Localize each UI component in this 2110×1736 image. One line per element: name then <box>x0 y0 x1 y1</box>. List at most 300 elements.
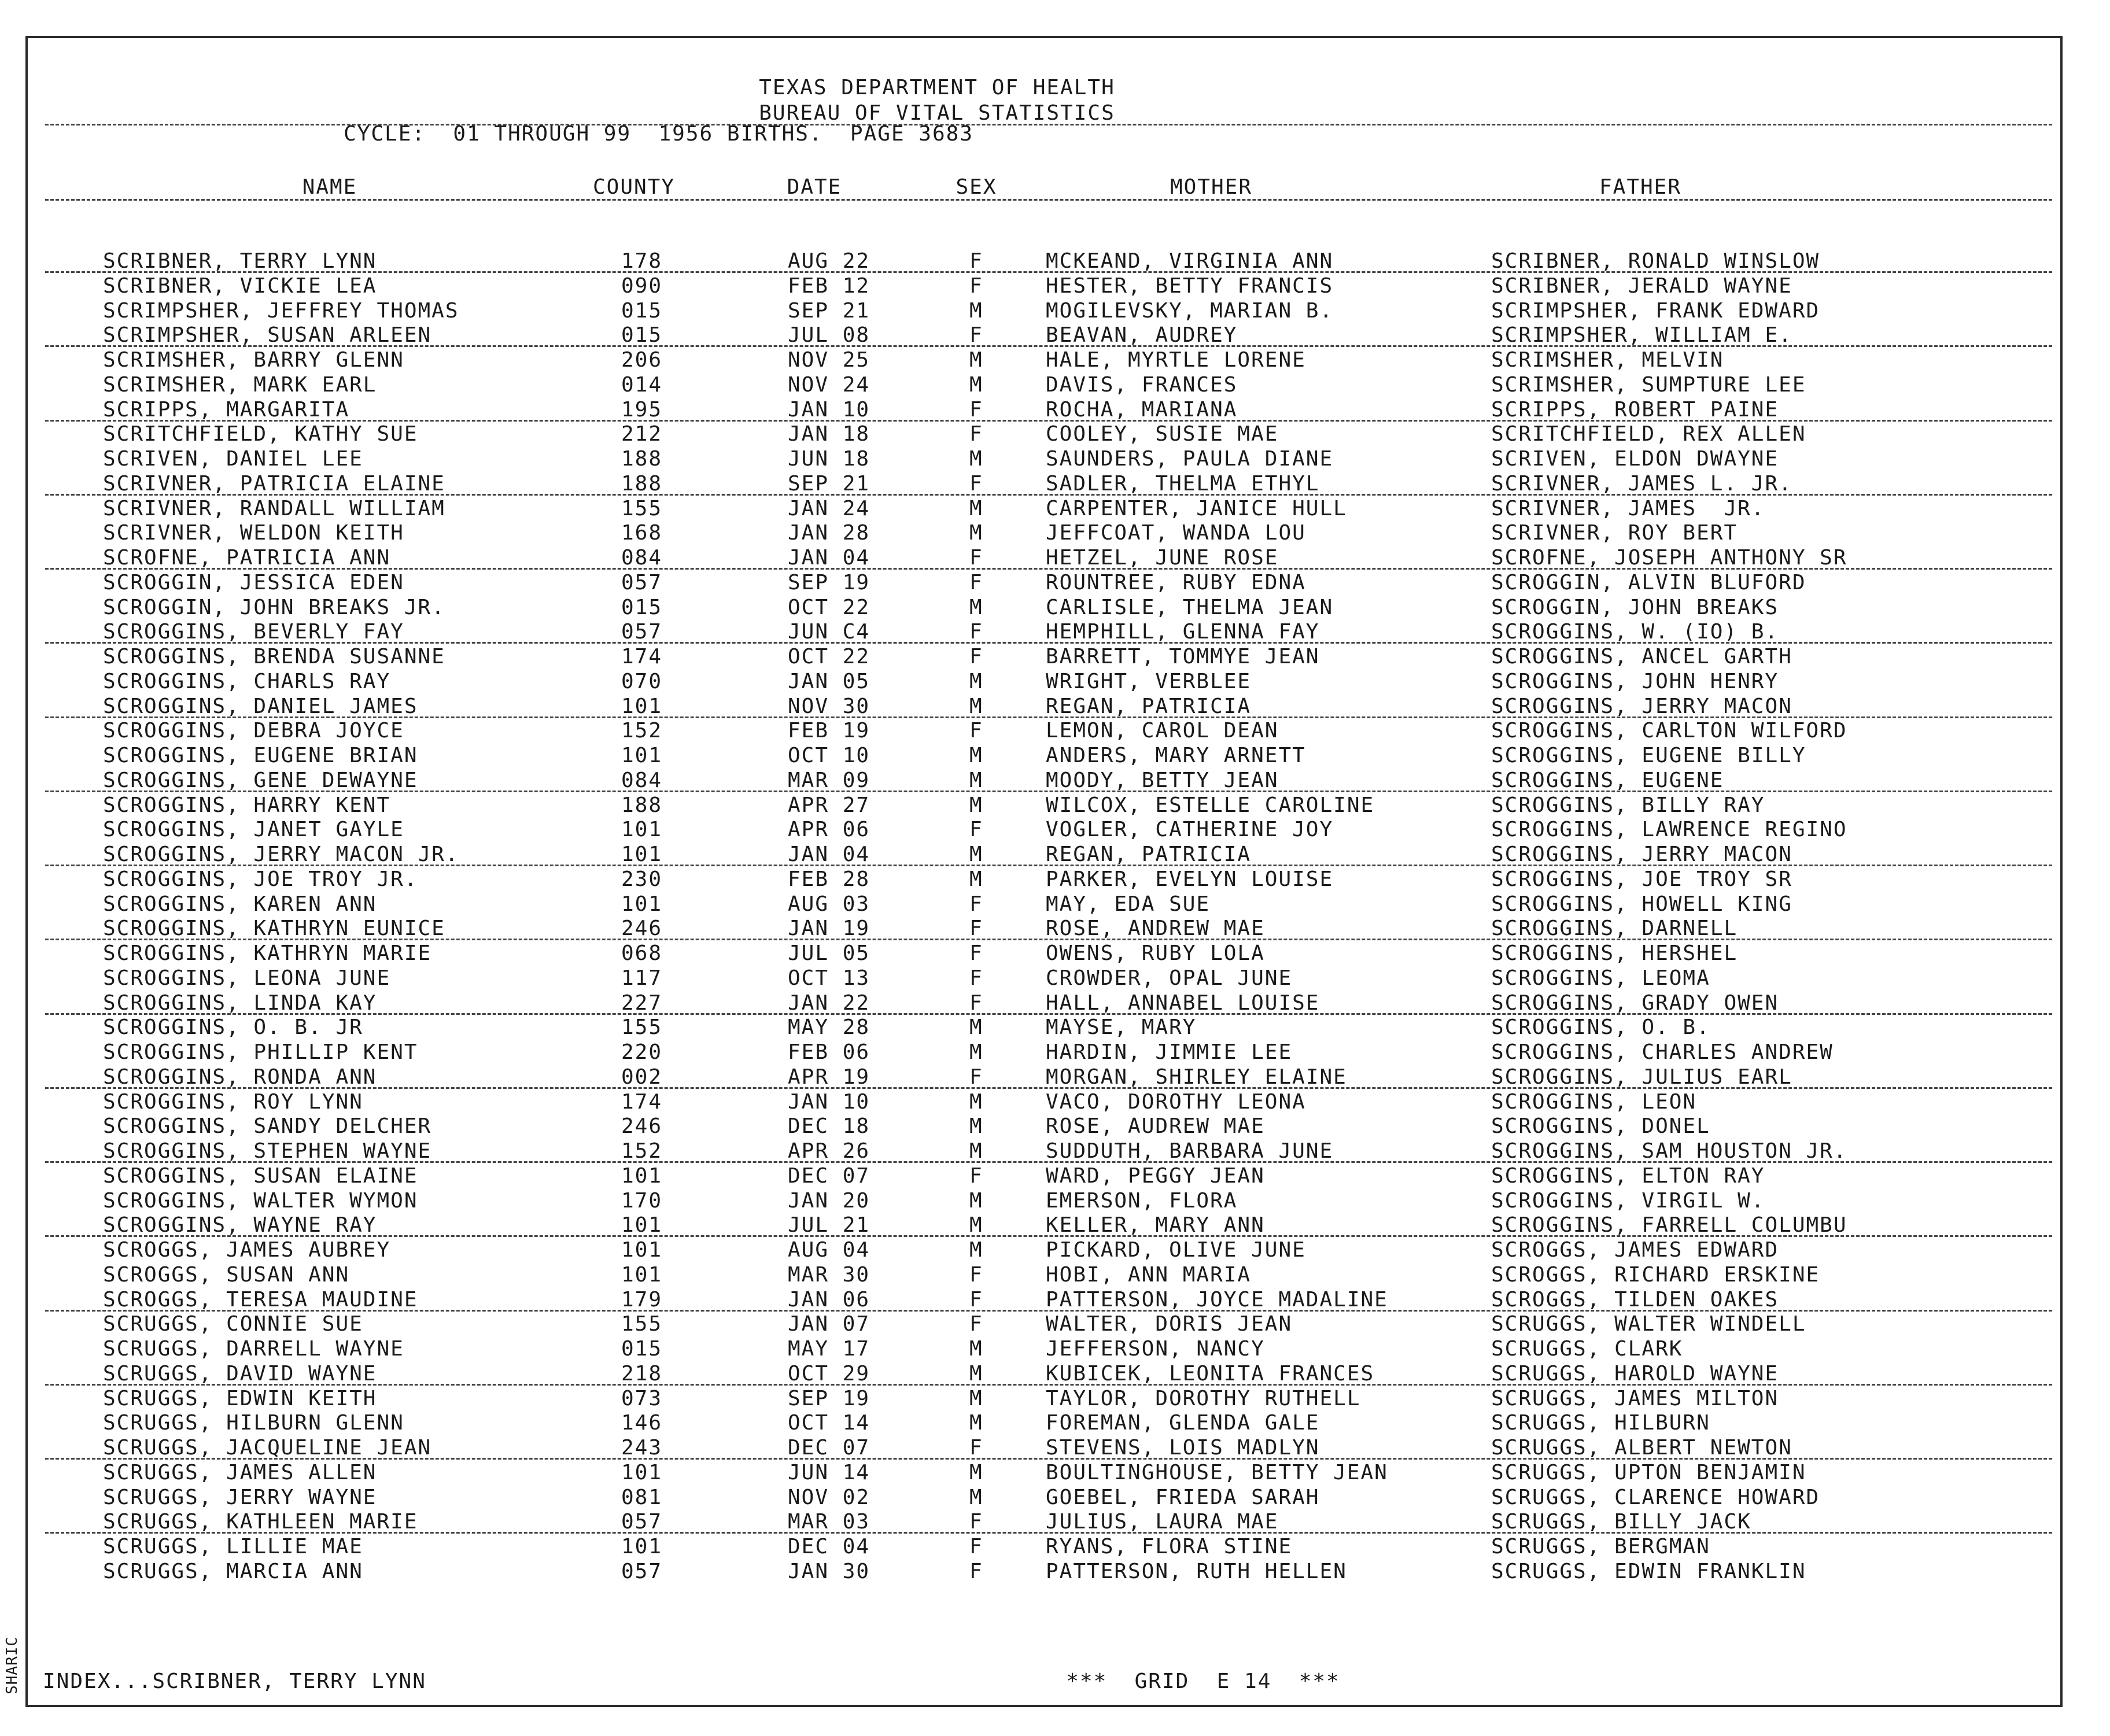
row-name: SCROGGINS, JOE TROY JR. <box>103 867 418 891</box>
row-date: JAN 10 <box>788 1090 870 1114</box>
row-mother: KUBICEK, LEONITA FRANCES <box>1046 1362 1375 1386</box>
row-date: JAN 06 <box>788 1288 870 1312</box>
row-father: SCRUGGS, UPTON BENJAMIN <box>1491 1461 1806 1484</box>
row-father: SCRIMSHER, SUMPTURE LEE <box>1491 373 1806 397</box>
row-mother: ROSE, AUDREW MAE <box>1046 1114 1265 1138</box>
row-mother: HOBI, ANN MARIA <box>1046 1263 1252 1287</box>
row-date: AUG 04 <box>788 1238 870 1262</box>
row-county: 073 <box>621 1387 663 1410</box>
row-date: JAN 07 <box>788 1312 870 1336</box>
row-county: 057 <box>621 620 663 644</box>
row-rule <box>45 939 2052 940</box>
row-name: SCROGGINS, PHILLIP KENT <box>103 1040 418 1064</box>
row-date: JUN C4 <box>788 620 870 644</box>
row-name: SCRIMSHER, BARRY GLENN <box>103 348 404 372</box>
row-date: FEB 06 <box>788 1040 870 1064</box>
row-rule <box>45 642 2052 644</box>
row-county: 220 <box>621 1040 663 1064</box>
row-name: SCRUGGS, MARCIA ANN <box>103 1560 363 1583</box>
row-sex: F <box>969 1263 983 1287</box>
row-name: SCROGGS, JAMES AUBREY <box>103 1238 391 1262</box>
row-date: DEC 04 <box>788 1535 870 1558</box>
row-name: SCRUGGS, EDWIN KEITH <box>103 1387 377 1410</box>
row-father: SCRUGGS, EDWIN FRANKLIN <box>1491 1560 1806 1583</box>
col-header-county: COUNTY <box>592 175 676 199</box>
row-date: NOV 02 <box>788 1486 870 1509</box>
row-father: SCROGGINS, JOE TROY SR <box>1491 867 1792 891</box>
row-name: SCRIMPSHER, SUSAN ARLEEN <box>103 323 432 347</box>
row-sex: M <box>969 1461 983 1484</box>
row-county: 015 <box>621 299 663 323</box>
row-name: SCRUGGS, DARRELL WAYNE <box>103 1337 404 1361</box>
row-sex: M <box>969 1362 983 1386</box>
row-date: APR 27 <box>788 793 870 817</box>
row-name: SCROGGINS, BEVERLY FAY <box>103 620 404 644</box>
row-sex: F <box>969 546 983 570</box>
row-county: 188 <box>621 793 663 817</box>
row-mother: MCKEAND, VIRGINIA ANN <box>1046 249 1334 273</box>
row-father: SCRUGGS, CLARK <box>1491 1337 1683 1361</box>
row-father: SCROGGINS, FARRELL COLUMBU <box>1491 1213 1847 1237</box>
row-name: SCRIMSHER, MARK EARL <box>103 373 377 397</box>
row-sex: F <box>969 645 983 668</box>
row-father: SCROGGINS, SAM HOUSTON JR. <box>1491 1139 1847 1163</box>
row-date: JAN 10 <box>788 398 870 422</box>
row-name: SCROGGINS, SUSAN ELAINE <box>103 1164 418 1188</box>
row-date: MAR 09 <box>788 769 870 792</box>
row-name: SCROGGINS, EUGENE BRIAN <box>103 744 418 767</box>
row-county: 068 <box>621 941 663 965</box>
row-rule <box>45 1532 2052 1534</box>
row-father: SCROGGINS, JOHN HENRY <box>1491 670 1779 693</box>
row-date: APR 06 <box>788 818 870 841</box>
row-mother: OWENS, RUBY LOLA <box>1046 941 1265 965</box>
row-father: SCROGGINS, JULIUS EARL <box>1491 1065 1792 1089</box>
row-date: JAN 04 <box>788 843 870 866</box>
row-date: AUG 03 <box>788 892 870 916</box>
row-father: SCROGGINS, DONEL <box>1491 1114 1710 1138</box>
row-mother: VACO, DOROTHY LEONA <box>1046 1090 1306 1114</box>
row-father: SCRUGGS, BERGMAN <box>1491 1535 1710 1558</box>
row-mother: JULIUS, LAURA MAE <box>1046 1510 1279 1534</box>
side-label: SHARIC <box>3 1637 21 1694</box>
row-date: OCT 22 <box>788 596 870 619</box>
row-mother: BOULTINGHOUSE, BETTY JEAN <box>1046 1461 1388 1484</box>
row-father: SCRIPPS, ROBERT PAINE <box>1491 398 1779 422</box>
row-county: 168 <box>621 521 663 545</box>
row-date: DEC 18 <box>788 1114 870 1138</box>
row-sex: M <box>969 596 983 619</box>
row-mother: MORGAN, SHIRLEY ELAINE <box>1046 1065 1347 1089</box>
row-sex: M <box>969 1090 983 1114</box>
row-name: SCRUGGS, JAMES ALLEN <box>103 1461 377 1484</box>
row-name: SCRUGGS, HILBURN GLENN <box>103 1411 404 1435</box>
row-sex: M <box>969 447 983 471</box>
row-name: SCRIVNER, RANDALL WILLIAM <box>103 497 445 520</box>
row-name: SCROGGINS, KATHRYN MARIE <box>103 941 432 965</box>
row-date: JAN 04 <box>788 546 870 570</box>
row-date: MAR 30 <box>788 1263 870 1287</box>
row-sex: F <box>969 941 983 965</box>
row-date: JAN 28 <box>788 521 870 545</box>
row-sex: M <box>969 1189 983 1213</box>
row-mother: REGAN, PATRICIA <box>1046 843 1252 866</box>
row-name: SCROGGINS, WALTER WYMON <box>103 1189 418 1213</box>
row-county: 101 <box>621 1213 663 1237</box>
row-date: JAN 22 <box>788 991 870 1015</box>
row-county: 178 <box>621 249 663 273</box>
row-mother: DAVIS, FRANCES <box>1046 373 1238 397</box>
row-date: OCT 29 <box>788 1362 870 1386</box>
row-sex: F <box>969 1288 983 1312</box>
row-name: SCROGGINS, LINDA KAY <box>103 991 377 1015</box>
row-father: SCRUGGS, ALBERT NEWTON <box>1491 1436 1792 1460</box>
row-mother: PATTERSON, RUTH HELLEN <box>1046 1560 1347 1583</box>
row-county: 101 <box>621 1535 663 1558</box>
row-sex: M <box>969 1213 983 1237</box>
row-sex: M <box>969 769 983 792</box>
row-sex: M <box>969 1337 983 1361</box>
row-mother: BARRETT, TOMMYE JEAN <box>1046 645 1320 668</box>
row-father: SCROGGINS, W. (IO) B. <box>1491 620 1779 644</box>
row-rule <box>45 1013 2052 1015</box>
row-county: 101 <box>621 818 663 841</box>
row-date: APR 19 <box>788 1065 870 1089</box>
row-name: SCROGGINS, KAREN ANN <box>103 892 377 916</box>
row-county: 227 <box>621 991 663 1015</box>
row-date: DEC 07 <box>788 1436 870 1460</box>
row-rule <box>45 1161 2052 1163</box>
row-county: 188 <box>621 472 663 496</box>
row-date: JUL 05 <box>788 941 870 965</box>
row-date: JAN 05 <box>788 670 870 693</box>
row-county: 101 <box>621 1263 663 1287</box>
row-sex: M <box>969 1486 983 1509</box>
row-mother: HETZEL, JUNE ROSE <box>1046 546 1279 570</box>
row-mother: HALL, ANNABEL LOUISE <box>1046 991 1320 1015</box>
row-rule <box>45 420 2052 422</box>
row-sex: M <box>969 695 983 718</box>
column-header-rule <box>45 199 2052 201</box>
row-sex: M <box>969 1238 983 1262</box>
row-name: SCROGGINS, LEONA JUNE <box>103 966 391 990</box>
row-father: SCROGGINS, ANCEL GARTH <box>1491 645 1792 668</box>
row-sex: F <box>969 620 983 644</box>
row-mother: LEMON, CAROL DEAN <box>1046 719 1279 743</box>
row-sex: F <box>969 472 983 496</box>
row-date: NOV 24 <box>788 373 870 397</box>
row-county: 155 <box>621 1015 663 1039</box>
row-county: 117 <box>621 966 663 990</box>
row-name: SCRITCHFIELD, KATHY SUE <box>103 422 418 446</box>
row-father: SCROGGINS, EUGENE <box>1491 769 1724 792</box>
row-sex: M <box>969 299 983 323</box>
row-county: 206 <box>621 348 663 372</box>
row-county: 146 <box>621 1411 663 1435</box>
row-father: SCRIBNER, RONALD WINSLOW <box>1491 249 1820 273</box>
row-county: 101 <box>621 1238 663 1262</box>
row-sex: M <box>969 744 983 767</box>
row-name: SCRIVEN, DANIEL LEE <box>103 447 363 471</box>
row-name: SCRIMPSHER, JEFFREY THOMAS <box>103 299 459 323</box>
row-father: SCROGGINS, HERSHEL <box>1491 941 1738 965</box>
row-county: 101 <box>621 892 663 916</box>
row-name: SCRUGGS, DAVID WAYNE <box>103 1362 377 1386</box>
row-date: JAN 20 <box>788 1189 870 1213</box>
row-sex: M <box>969 670 983 693</box>
row-mother: HESTER, BETTY FRANCIS <box>1046 274 1334 298</box>
row-father: SCROGGINS, CHARLES ANDREW <box>1491 1040 1834 1064</box>
row-father: SCRUGGS, HAROLD WAYNE <box>1491 1362 1779 1386</box>
row-date: JUN 14 <box>788 1461 870 1484</box>
row-father: SCROGGS, TILDEN OAKES <box>1491 1288 1779 1312</box>
row-mother: GOEBEL, FRIEDA SARAH <box>1046 1486 1320 1509</box>
row-name: SCROGGINS, SANDY DELCHER <box>103 1114 432 1138</box>
row-county: 152 <box>621 719 663 743</box>
row-mother: ROCHA, MARIANA <box>1046 398 1238 422</box>
row-date: SEP 21 <box>788 472 870 496</box>
row-mother: CARPENTER, JANICE HULL <box>1046 497 1347 520</box>
row-sex: F <box>969 818 983 841</box>
row-father: SCRIBNER, JERALD WAYNE <box>1491 274 1792 298</box>
row-county: 179 <box>621 1288 663 1312</box>
row-mother: RYANS, FLORA STINE <box>1046 1535 1293 1558</box>
row-date: FEB 19 <box>788 719 870 743</box>
row-mother: JEFFCOAT, WANDA LOU <box>1046 521 1306 545</box>
row-name: SCROGGINS, GENE DEWAYNE <box>103 769 418 792</box>
row-county: 243 <box>621 1436 663 1460</box>
row-name: SCROGGINS, BRENDA SUSANNE <box>103 645 445 668</box>
row-sex: M <box>969 373 983 397</box>
row-mother: REGAN, PATRICIA <box>1046 695 1252 718</box>
row-sex: F <box>969 1535 983 1558</box>
row-rule <box>45 568 2052 570</box>
row-name: SCROGGINS, O. B. JR <box>103 1015 363 1039</box>
row-rule <box>45 716 2052 718</box>
row-father: SCROGGINS, JERRY MACON <box>1491 695 1792 718</box>
row-county: 015 <box>621 323 663 347</box>
row-sex: F <box>969 1510 983 1534</box>
row-father: SCRIMPSHER, WILLIAM E. <box>1491 323 1792 347</box>
row-name: SCRIBNER, TERRY LYNN <box>103 249 377 273</box>
row-name: SCROGGINS, RONDA ANN <box>103 1065 377 1089</box>
row-mother: SADLER, THELMA ETHYL <box>1046 472 1320 496</box>
row-sex: M <box>969 793 983 817</box>
row-county: 057 <box>621 1510 663 1534</box>
row-county: 155 <box>621 1312 663 1336</box>
row-mother: SAUNDERS, PAULA DIANE <box>1046 447 1334 471</box>
row-father: SCROGGINS, EUGENE BILLY <box>1491 744 1806 767</box>
row-mother: PATTERSON, JOYCE MADALINE <box>1046 1288 1388 1312</box>
row-sex: F <box>969 249 983 273</box>
row-father: SCROGGINS, HOWELL KING <box>1491 892 1792 916</box>
row-date: SEP 19 <box>788 1387 870 1410</box>
row-county: 101 <box>621 1461 663 1484</box>
row-mother: CARLISLE, THELMA JEAN <box>1046 596 1334 619</box>
row-mother: PARKER, EVELYN LOUISE <box>1046 867 1334 891</box>
row-name: SCRIPPS, MARGARITA <box>103 398 350 422</box>
row-county: 170 <box>621 1189 663 1213</box>
row-father: SCROGGINS, O. B. <box>1491 1015 1710 1039</box>
row-sex: M <box>969 1411 983 1435</box>
row-county: 014 <box>621 373 663 397</box>
cycle-line: CYCLE: 01 THROUGH 99 1956 BIRTHS. PAGE 3683 <box>344 122 973 146</box>
row-sex: F <box>969 323 983 347</box>
row-mother: CROWDER, OPAL JUNE <box>1046 966 1293 990</box>
row-mother: EMERSON, FLORA <box>1046 1189 1238 1213</box>
row-rule <box>45 494 2052 496</box>
col-header-date: DATE <box>787 175 842 199</box>
row-date: NOV 25 <box>788 348 870 372</box>
row-mother: WILCOX, ESTELLE CAROLINE <box>1046 793 1375 817</box>
row-name: SCRUGGS, CONNIE SUE <box>103 1312 363 1336</box>
row-county: 174 <box>621 645 663 668</box>
row-mother: MAYSE, MARY <box>1046 1015 1197 1039</box>
row-father: SCRIMSHER, MELVIN <box>1491 348 1724 372</box>
row-sex: F <box>969 274 983 298</box>
row-father: SCROGGINS, LAWRENCE REGINO <box>1491 818 1847 841</box>
row-date: JUL 21 <box>788 1213 870 1237</box>
col-header-name: NAME <box>302 175 357 199</box>
row-date: AUG 22 <box>788 249 870 273</box>
row-name: SCROGGIN, JESSICA EDEN <box>103 571 404 594</box>
row-date: JAN 18 <box>788 422 870 446</box>
row-county: 081 <box>621 1486 663 1509</box>
row-sex: F <box>969 1065 983 1089</box>
row-sex: M <box>969 1040 983 1064</box>
row-rule <box>45 865 2052 866</box>
row-mother: HEMPHILL, GLENNA FAY <box>1046 620 1320 644</box>
row-rule <box>45 1310 2052 1312</box>
row-name: SCROGGINS, ROY LYNN <box>103 1090 363 1114</box>
row-mother: MAY, EDA SUE <box>1046 892 1211 916</box>
row-rule <box>45 345 2052 347</box>
row-date: SEP 19 <box>788 571 870 594</box>
row-father: SCROGGINS, LEOMA <box>1491 966 1710 990</box>
row-sex: M <box>969 1015 983 1039</box>
footer-grid: *** GRID E 14 *** <box>1066 1669 1340 1693</box>
row-date: JAN 30 <box>788 1560 870 1583</box>
row-name: SCRUGGS, LILLIE MAE <box>103 1535 363 1558</box>
row-father: SCRITCHFIELD, REX ALLEN <box>1491 422 1806 446</box>
row-name: SCROGGINS, STEPHEN WAYNE <box>103 1139 432 1163</box>
row-county: 155 <box>621 497 663 520</box>
row-mother: HARDIN, JIMMIE LEE <box>1046 1040 1293 1064</box>
row-date: FEB 28 <box>788 867 870 891</box>
row-date: SEP 21 <box>788 299 870 323</box>
row-county: 195 <box>621 398 663 422</box>
row-county: 015 <box>621 596 663 619</box>
row-name: SCRUGGS, KATHLEEN MARIE <box>103 1510 418 1534</box>
row-mother: SUDDUTH, BARBARA JUNE <box>1046 1139 1334 1163</box>
row-date: APR 26 <box>788 1139 870 1163</box>
row-county: 090 <box>621 274 663 298</box>
row-mother: STEVENS, LOIS MADLYN <box>1046 1436 1320 1460</box>
row-name: SCROGGINS, DEBRA JOYCE <box>103 719 404 743</box>
row-sex: F <box>969 966 983 990</box>
row-sex: M <box>969 1139 983 1163</box>
row-name: SCROGGINS, KATHRYN EUNICE <box>103 917 445 940</box>
row-date: JAN 19 <box>788 917 870 940</box>
row-name: SCRUGGS, JERRY WAYNE <box>103 1486 377 1509</box>
row-county: 230 <box>621 867 663 891</box>
row-father: SCRUGGS, CLARENCE HOWARD <box>1491 1486 1820 1509</box>
row-father: SCRIVNER, ROY BERT <box>1491 521 1738 545</box>
row-sex: F <box>969 1312 983 1336</box>
row-mother: FOREMAN, GLENDA GALE <box>1046 1411 1320 1435</box>
row-date: JUL 08 <box>788 323 870 347</box>
row-father: SCROGGINS, GRADY OWEN <box>1491 991 1779 1015</box>
row-county: 101 <box>621 744 663 767</box>
row-mother: WRIGHT, VERBLEE <box>1046 670 1252 693</box>
row-sex: F <box>969 719 983 743</box>
row-county: 152 <box>621 1139 663 1163</box>
row-father: SCROGGINS, JERRY MACON <box>1491 843 1792 866</box>
row-county: 101 <box>621 695 663 718</box>
row-name: SCRIVNER, WELDON KEITH <box>103 521 404 545</box>
row-father: SCRIVEN, ELDON DWAYNE <box>1491 447 1779 471</box>
row-mother: MOGILEVSKY, MARIAN B. <box>1046 299 1334 323</box>
row-rule <box>45 271 2052 273</box>
row-date: OCT 13 <box>788 966 870 990</box>
row-date: DEC 07 <box>788 1164 870 1188</box>
row-sex: M <box>969 843 983 866</box>
footer-index: INDEX...SCRIBNER, TERRY LYNN <box>43 1669 426 1693</box>
row-date: OCT 22 <box>788 645 870 668</box>
row-sex: F <box>969 917 983 940</box>
row-county: 188 <box>621 447 663 471</box>
row-county: 015 <box>621 1337 663 1361</box>
col-header-sex: SEX <box>956 175 997 199</box>
row-name: SCROGGINS, DANIEL JAMES <box>103 695 418 718</box>
row-mother: ROUNTREE, RUBY EDNA <box>1046 571 1306 594</box>
row-father: SCRUGGS, WALTER WINDELL <box>1491 1312 1806 1336</box>
row-county: 174 <box>621 1090 663 1114</box>
row-county: 084 <box>621 546 663 570</box>
row-county: 057 <box>621 571 663 594</box>
row-sex: F <box>969 892 983 916</box>
row-name: SCROFNE, PATRICIA ANN <box>103 546 391 570</box>
header-subtitle: BUREAU OF VITAL STATISTICS <box>759 101 1115 125</box>
row-rule <box>45 1384 2052 1386</box>
row-date: MAY 17 <box>788 1337 870 1361</box>
row-sex: M <box>969 867 983 891</box>
row-father: SCROGGIN, JOHN BREAKS <box>1491 596 1779 619</box>
row-date: JAN 24 <box>788 497 870 520</box>
row-county: 002 <box>621 1065 663 1089</box>
row-father: SCRIVNER, JAMES L. JR. <box>1491 472 1792 496</box>
row-sex: F <box>969 571 983 594</box>
col-header-mother: MOTHER <box>1170 175 1253 199</box>
row-county: 101 <box>621 1164 663 1188</box>
row-sex: M <box>969 1114 983 1138</box>
row-county: 246 <box>621 1114 663 1138</box>
row-sex: F <box>969 422 983 446</box>
row-father: SCRUGGS, JAMES MILTON <box>1491 1387 1779 1410</box>
row-rule <box>45 1087 2052 1089</box>
row-sex: F <box>969 991 983 1015</box>
row-date: MAR 03 <box>788 1510 870 1534</box>
row-rule <box>45 1458 2052 1460</box>
row-name: SCROGGINS, JANET GAYLE <box>103 818 404 841</box>
row-mother: HALE, MYRTLE LORENE <box>1046 348 1306 372</box>
row-sex: F <box>969 1436 983 1460</box>
row-county: 212 <box>621 422 663 446</box>
row-father: SCRUGGS, HILBURN <box>1491 1411 1710 1435</box>
row-mother: WALTER, DORIS JEAN <box>1046 1312 1293 1336</box>
row-name: SCRUGGS, JACQUELINE JEAN <box>103 1436 432 1460</box>
row-date: OCT 10 <box>788 744 870 767</box>
